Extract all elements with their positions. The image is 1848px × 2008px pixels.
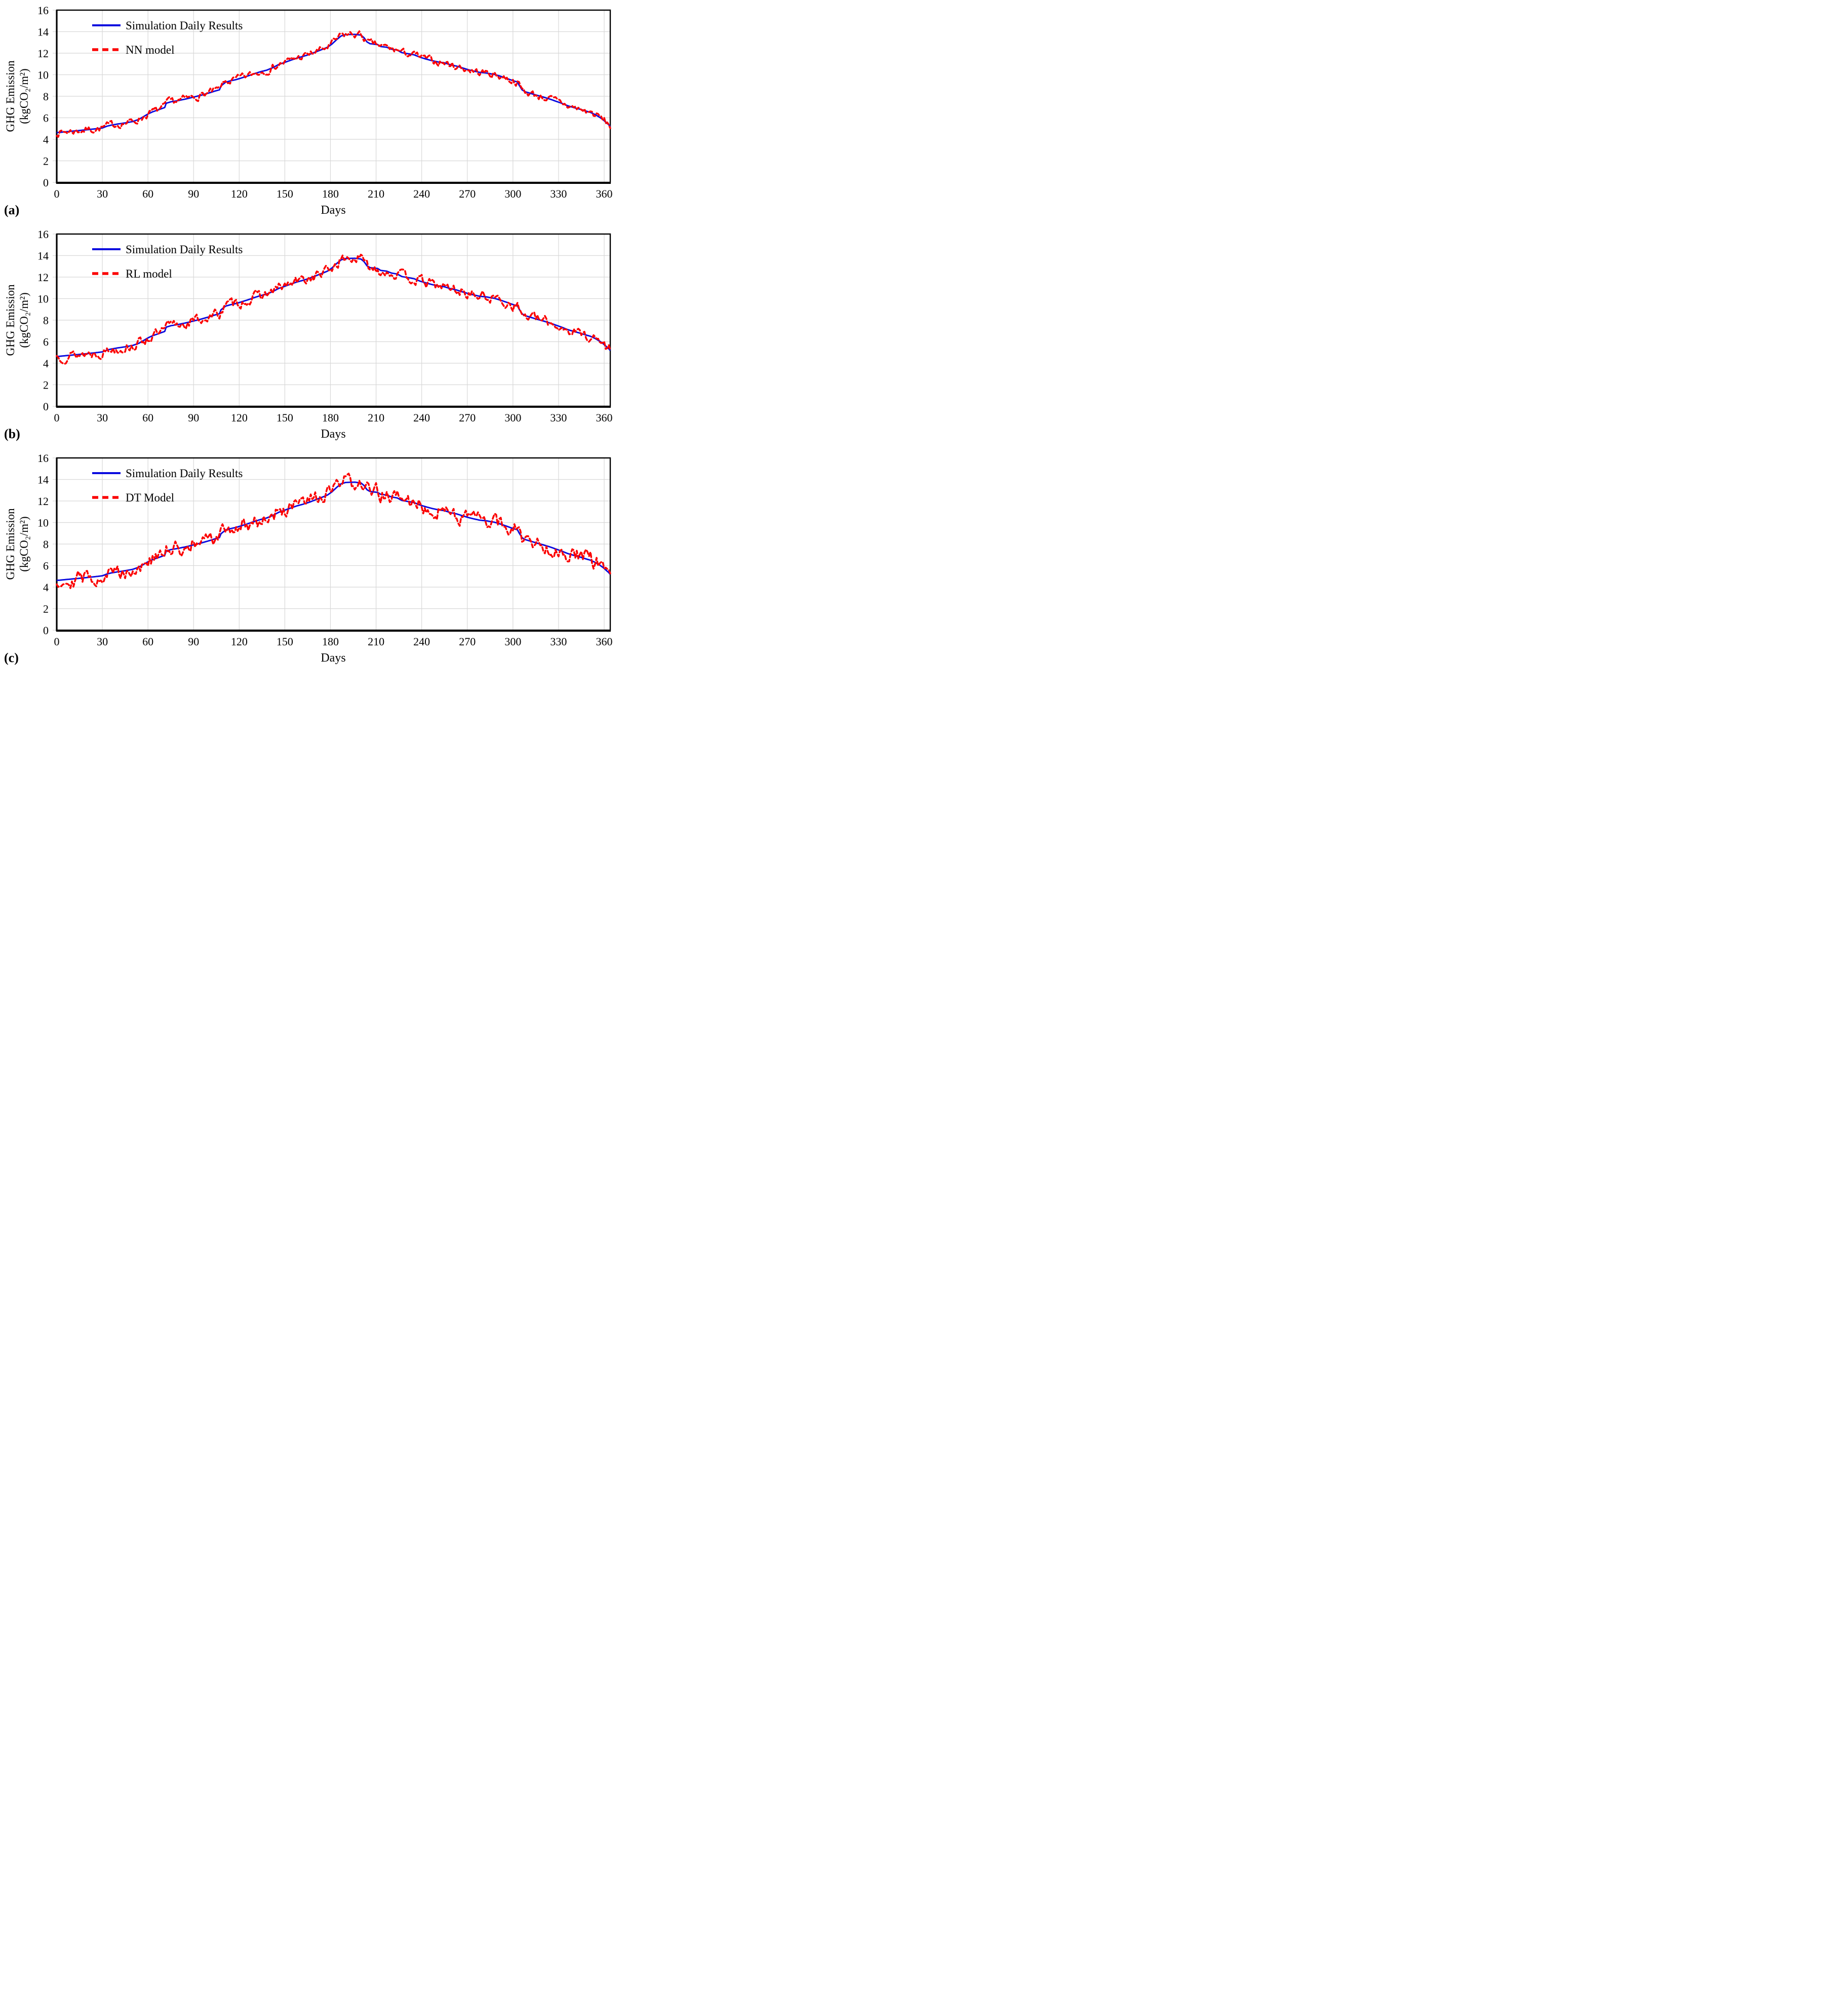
x-axis-tick-label: 360 xyxy=(596,411,613,424)
y-axis-title-line1: GHG Emission xyxy=(4,508,17,580)
y-axis-tick-label: 0 xyxy=(43,400,49,413)
chart-panel-a xyxy=(0,2,616,226)
y-axis-title xyxy=(4,284,31,356)
y-axis-tick-label: 8 xyxy=(43,90,49,103)
x-axis-tick-label: 150 xyxy=(276,187,293,200)
x-axis-tick-label: 120 xyxy=(230,187,248,200)
legend-model-label: DT Model xyxy=(126,491,175,504)
x-axis-tick-label: 210 xyxy=(368,411,385,424)
y-axis-tick-label: 12 xyxy=(37,47,49,60)
y-axis-tick-label: 16 xyxy=(37,452,49,465)
x-axis-tick-label: 270 xyxy=(459,187,476,200)
x-axis-tick-label: 120 xyxy=(230,635,248,648)
x-axis-tick-label: 240 xyxy=(413,635,430,648)
x-axis-title: Days xyxy=(321,204,346,217)
y-axis-tick-label: 6 xyxy=(43,335,49,349)
plot-area xyxy=(0,226,616,429)
x-axis-tick-label: 240 xyxy=(413,411,430,424)
y-axis-tick-label: 4 xyxy=(43,357,49,370)
x-axis-tick-label: 330 xyxy=(550,187,567,200)
x-axis-tick-label: 60 xyxy=(142,635,154,648)
y-axis-title xyxy=(4,508,31,580)
y-axis-tick-label: 2 xyxy=(43,155,49,168)
y-axis-tick-label: 2 xyxy=(43,602,49,615)
x-axis-tick-label: 0 xyxy=(54,411,60,424)
x-axis-tick-label: 0 xyxy=(54,635,60,648)
legend-sim-label: Simulation Daily Results xyxy=(126,19,243,32)
plot-area xyxy=(0,450,616,652)
x-axis-tick-label: 270 xyxy=(459,635,476,648)
x-axis-tick-label: 240 xyxy=(413,187,430,200)
x-axis-tick-label: 210 xyxy=(368,635,385,648)
panel-letter: (b) xyxy=(4,427,20,441)
y-axis-tick-label: 10 xyxy=(37,68,49,82)
x-axis-tick-label: 360 xyxy=(596,187,613,200)
x-axis-tick-label: 330 xyxy=(550,411,567,424)
y-axis-tick-label: 14 xyxy=(37,473,49,486)
x-axis-tick-label: 330 xyxy=(550,635,567,648)
x-axis-tick-label: 180 xyxy=(322,635,339,648)
x-axis-tick-label: 180 xyxy=(322,187,339,200)
legend-sim-label: Simulation Daily Results xyxy=(126,467,243,480)
x-axis-tick-label: 300 xyxy=(504,411,522,424)
y-axis-tick-label: 10 xyxy=(37,516,49,529)
x-axis-tick-label: 60 xyxy=(142,187,154,200)
x-axis-tick-label: 30 xyxy=(97,411,108,424)
y-axis-tick-label: 12 xyxy=(37,271,49,284)
y-axis-tick-label: 14 xyxy=(37,249,49,262)
y-axis-title-line1: GHG Emission xyxy=(4,284,17,356)
x-axis-tick-label: 150 xyxy=(276,411,293,424)
y-axis-title-line2: (kgCO₂/m²) xyxy=(18,68,30,124)
y-axis-tick-label: 16 xyxy=(37,228,49,241)
y-axis-tick-label: 6 xyxy=(43,111,49,125)
x-axis-tick-label: 270 xyxy=(459,411,476,424)
chart-panel-c xyxy=(0,450,616,674)
panel-letter: (c) xyxy=(4,650,19,665)
x-axis-tick-label: 210 xyxy=(368,187,385,200)
legend-sim-label: Simulation Daily Results xyxy=(126,243,243,256)
y-axis-title-line2: (kgCO₂/m²) xyxy=(18,516,30,572)
y-axis-tick-label: 8 xyxy=(43,314,49,327)
x-axis-title: Days xyxy=(321,651,346,665)
y-axis-tick-label: 8 xyxy=(43,538,49,551)
y-axis-tick-label: 2 xyxy=(43,378,49,392)
x-axis-tick-label: 300 xyxy=(504,187,522,200)
y-axis-tick-label: 16 xyxy=(37,4,49,17)
y-axis-tick-label: 10 xyxy=(37,292,49,305)
x-axis-tick-label: 60 xyxy=(142,411,154,424)
y-axis-tick-label: 6 xyxy=(43,559,49,572)
x-axis-tick-label: 90 xyxy=(188,411,200,424)
y-axis-title-line1: GHG Emission xyxy=(4,60,17,132)
x-axis-tick-label: 300 xyxy=(504,635,522,648)
x-axis-tick-label: 150 xyxy=(276,635,293,648)
y-axis-tick-label: 12 xyxy=(37,495,49,508)
x-axis-tick-label: 120 xyxy=(230,411,248,424)
legend-model-label: NN model xyxy=(126,44,175,56)
y-axis-tick-label: 0 xyxy=(43,176,49,189)
figure-root xyxy=(0,0,616,679)
x-axis-tick-label: 360 xyxy=(596,635,613,648)
x-axis-tick-label: 30 xyxy=(97,635,108,648)
y-axis-tick-label: 4 xyxy=(43,133,49,146)
y-axis-title-line2: (kgCO₂/m²) xyxy=(18,292,30,348)
y-axis-tick-label: 14 xyxy=(37,25,49,38)
y-axis-tick-label: 4 xyxy=(43,581,49,594)
panel-letter: (a) xyxy=(4,203,20,217)
chart-panel-b xyxy=(0,226,616,450)
x-axis-tick-label: 90 xyxy=(188,635,200,648)
plot-area xyxy=(0,2,616,205)
legend-model-label: RL model xyxy=(126,267,172,280)
x-axis-tick-label: 0 xyxy=(54,187,60,200)
x-axis-tick-label: 180 xyxy=(322,411,339,424)
x-axis-tick-label: 90 xyxy=(188,187,200,200)
x-axis-tick-label: 30 xyxy=(97,187,108,200)
y-axis-tick-label: 0 xyxy=(43,624,49,637)
x-axis-title: Days xyxy=(321,428,346,441)
y-axis-title xyxy=(4,60,31,132)
